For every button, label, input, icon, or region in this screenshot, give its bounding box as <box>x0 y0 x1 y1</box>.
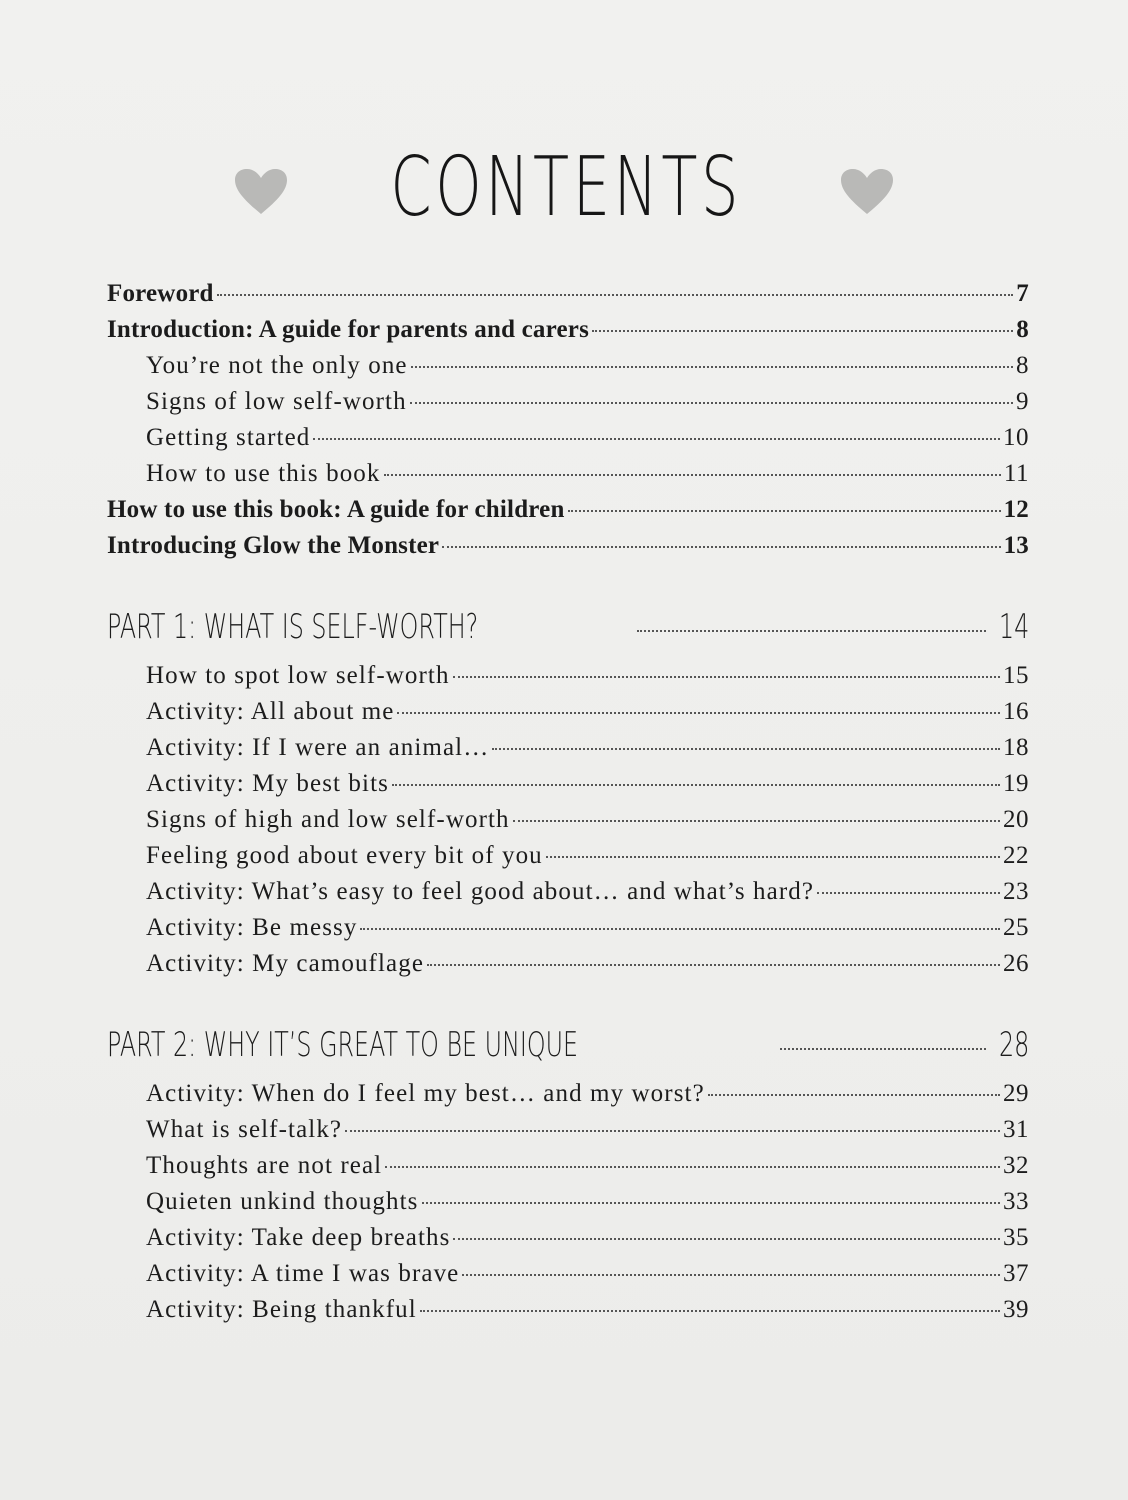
toc-entry-label: Activity: If I were an animal… <box>146 734 490 761</box>
toc-entry-label: Signs of low self-worth <box>146 388 407 415</box>
toc-entry[interactable] <box>107 915 1029 951</box>
toc-entry-label: You’re not the only one <box>146 352 408 379</box>
dot-leader <box>453 1238 1000 1240</box>
part-1-section <box>107 607 1029 987</box>
intro-section <box>107 281 1029 569</box>
dot-leader <box>410 402 1013 404</box>
dot-leader <box>384 474 1001 476</box>
toc-entry[interactable] <box>107 425 1029 461</box>
toc-entry-label: Activity: Being thankful <box>146 1296 417 1323</box>
dot-leader <box>546 856 1000 858</box>
page-title: CONTENTS <box>390 140 742 235</box>
toc-entry[interactable] <box>107 1153 1029 1189</box>
toc-entry-label: Quieten unkind thoughts <box>146 1188 419 1215</box>
toc-entry-page: 31 <box>1003 1116 1029 1143</box>
toc-entry[interactable] <box>107 1297 1029 1333</box>
toc-entry[interactable] <box>107 1117 1029 1153</box>
toc-entry-page: 25 <box>1003 914 1029 941</box>
toc-entry-label: Getting started <box>146 424 311 451</box>
toc-entry[interactable] <box>107 533 1029 569</box>
toc-entry-page: 22 <box>1003 842 1029 869</box>
table-of-contents <box>107 281 1029 1333</box>
toc-entry-label: Activity: My best bits <box>146 770 389 797</box>
toc-entry-label: Activity: When do I feel my best… and my worst? <box>146 1080 705 1107</box>
part-2-section <box>107 1025 1029 1333</box>
dot-leader <box>217 294 1014 296</box>
toc-entry-label: What is self-talk? <box>146 1116 343 1143</box>
heart-icon <box>234 168 288 216</box>
toc-entry-label: Introduction: A guide for parents and carers <box>107 316 589 343</box>
dot-leader <box>345 1130 1000 1132</box>
toc-entry-page: 10 <box>1003 424 1029 451</box>
toc-entry[interactable] <box>107 879 1029 915</box>
toc-entry[interactable] <box>107 281 1029 317</box>
toc-entry[interactable] <box>107 317 1029 353</box>
toc-entry[interactable] <box>107 663 1029 699</box>
toc-entry-label: Foreword <box>107 280 214 307</box>
dot-leader <box>462 1274 1000 1276</box>
toc-entry-page: 12 <box>1003 496 1029 523</box>
dot-leader <box>360 928 1000 930</box>
toc-entry-page: 23 <box>1003 878 1029 905</box>
part-heading-page: 14 <box>998 607 1029 647</box>
toc-entry-label: Introducing Glow the Monster <box>107 532 440 559</box>
toc-entry-page: 35 <box>1003 1224 1029 1251</box>
toc-entry-label: How to use this book: A guide for children <box>107 496 565 523</box>
toc-entry-label: Activity: Take deep breaths <box>146 1224 451 1251</box>
toc-entry-page: 20 <box>1003 806 1029 833</box>
part-heading-page: 28 <box>998 1025 1029 1065</box>
dot-leader <box>392 784 1000 786</box>
toc-entry[interactable] <box>107 771 1029 807</box>
toc-entry-label: Thoughts are not real <box>146 1152 383 1179</box>
part-heading[interactable] <box>107 1025 1029 1081</box>
toc-entry-label: Activity: Be messy <box>146 914 358 941</box>
dot-leader <box>780 1048 986 1050</box>
toc-entry[interactable] <box>107 461 1029 497</box>
toc-entry-page: 13 <box>1003 532 1029 559</box>
toc-entry[interactable] <box>107 699 1029 735</box>
heart-icon <box>840 168 894 216</box>
toc-entry[interactable] <box>107 389 1029 425</box>
dot-leader <box>492 748 1000 750</box>
dot-leader <box>637 630 985 632</box>
dot-leader <box>420 1310 1000 1312</box>
toc-entry-page: 16 <box>1003 698 1029 725</box>
toc-entry-label: How to use this book <box>146 460 381 487</box>
dot-leader <box>453 676 1000 678</box>
toc-entry-page: 11 <box>1003 460 1029 487</box>
dot-leader <box>817 892 1000 894</box>
toc-entry-label: Activity: What’s easy to feel good about… and what’s hard? <box>146 878 815 905</box>
toc-entry-page: 37 <box>1003 1260 1029 1287</box>
title-row <box>0 138 1128 238</box>
dot-leader <box>592 330 1013 332</box>
part-heading[interactable] <box>107 607 1029 663</box>
toc-entry-page: 8 <box>1016 352 1029 379</box>
toc-entry-page: 32 <box>1003 1152 1029 1179</box>
toc-entry-page: 8 <box>1016 316 1029 343</box>
toc-entry-page: 9 <box>1016 388 1029 415</box>
toc-entry[interactable] <box>107 807 1029 843</box>
toc-entry-page: 18 <box>1003 734 1029 761</box>
toc-entry-page: 7 <box>1016 280 1029 307</box>
toc-entry-page: 15 <box>1003 662 1029 689</box>
dot-leader <box>397 712 1000 714</box>
toc-entry-label: How to spot low self-worth <box>146 662 450 689</box>
toc-entry-page: 19 <box>1003 770 1029 797</box>
toc-entry[interactable] <box>107 843 1029 879</box>
dot-leader <box>411 366 1013 368</box>
toc-entry[interactable] <box>107 1261 1029 1297</box>
toc-entry-label: Activity: My camouflage <box>146 950 425 977</box>
toc-entry[interactable] <box>107 735 1029 771</box>
toc-entry[interactable] <box>107 353 1029 389</box>
dot-leader <box>422 1202 1000 1204</box>
dot-leader <box>427 964 1000 966</box>
dot-leader <box>708 1094 1000 1096</box>
dot-leader <box>513 820 1000 822</box>
toc-entry-label: Activity: A time I was brave <box>146 1260 460 1287</box>
toc-entry-label: Feeling good about every bit of you <box>146 842 543 869</box>
part-heading-label: PART 1: WHAT IS SELF-WORTH? <box>107 607 479 647</box>
dot-leader <box>385 1166 1000 1168</box>
dot-leader <box>313 438 1000 440</box>
part-heading-label: PART 2: WHY IT’S GREAT TO BE UNIQUE <box>107 1025 579 1065</box>
dot-leader <box>568 510 1001 512</box>
toc-entry-page: 39 <box>1003 1296 1029 1323</box>
toc-entry[interactable] <box>107 951 1029 987</box>
dot-leader <box>442 546 1000 548</box>
toc-entry-page: 29 <box>1003 1080 1029 1107</box>
toc-entry[interactable] <box>107 1081 1029 1117</box>
toc-entry[interactable] <box>107 1225 1029 1261</box>
toc-entry-label: Activity: All about me <box>146 698 395 725</box>
toc-entry[interactable] <box>107 497 1029 533</box>
toc-entry-page: 33 <box>1003 1188 1029 1215</box>
toc-entry-label: Signs of high and low self-worth <box>146 806 510 833</box>
toc-entry-page: 26 <box>1003 950 1029 977</box>
toc-entry[interactable] <box>107 1189 1029 1225</box>
